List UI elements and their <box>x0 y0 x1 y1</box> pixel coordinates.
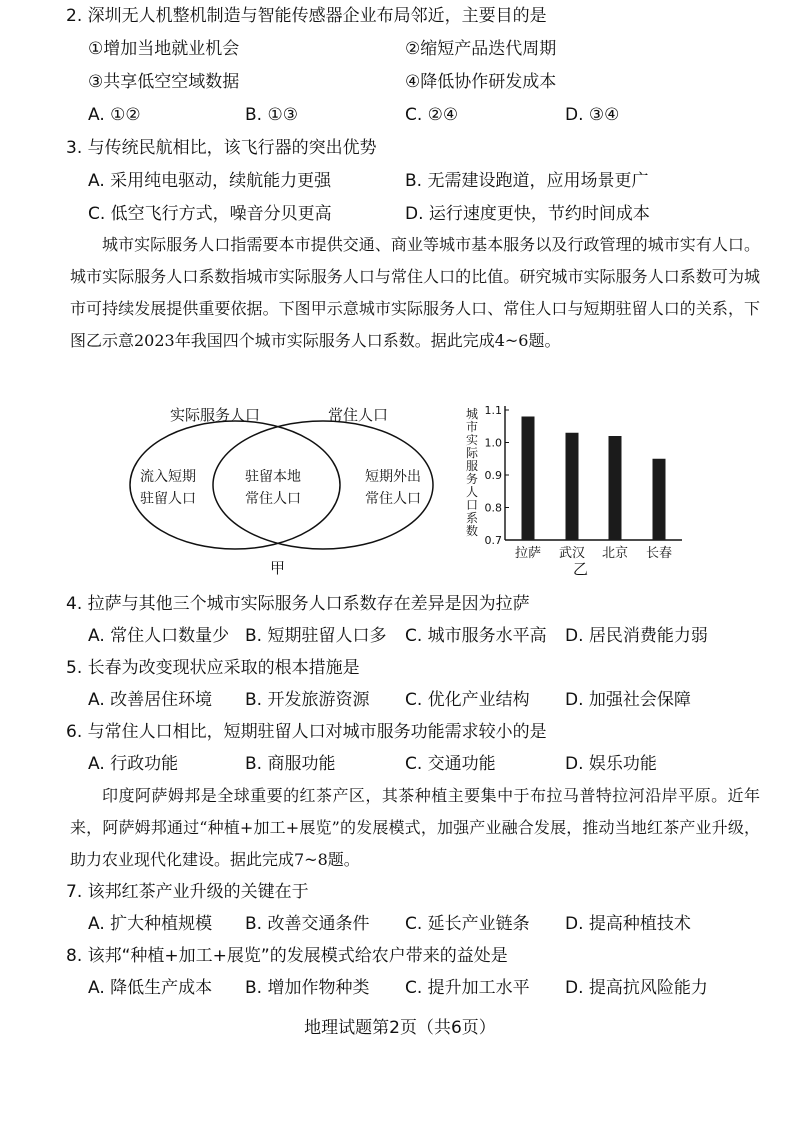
q7-option-a: A. 扩大种植规模 <box>88 914 213 934</box>
venn-diagram <box>120 395 450 580</box>
venn-right-line2: 常住人口 <box>365 491 421 507</box>
q8-option-a: A. 降低生产成本 <box>88 978 213 998</box>
chart-y-label-char: 实 <box>466 433 479 447</box>
q6-option-d: D. 娱乐功能 <box>565 754 657 774</box>
chart-x-tick-label: 拉萨 <box>514 546 542 561</box>
q4-option-a: A. 常住人口数量少 <box>88 626 230 646</box>
chart-y-label-char: 务 <box>466 472 479 486</box>
chart-caption: 乙 <box>573 560 589 578</box>
question-3-stem: 3. 与传统民航相比，该飞行器的突出优势 <box>66 138 377 158</box>
q3-option-a: A. 采用纯电驱动，续航能力更强 <box>88 171 332 191</box>
venn-left-line2: 驻留人口 <box>140 491 196 507</box>
chart-y-tick-label: 0.7 <box>484 534 502 547</box>
q4-option-c: C. 城市服务水平高 <box>405 626 547 646</box>
q2-item-4: ④降低协作研发成本 <box>405 72 557 92</box>
chart-y-label-char: 人 <box>466 485 479 499</box>
question-8-stem: 8. 该邦“种植+加工+展览”的发展模式给农户带来的益处是 <box>66 946 508 966</box>
chart-y-tick-label: 0.9 <box>484 469 502 482</box>
q2-option-a: A. ①② <box>88 105 141 125</box>
chart-bar <box>522 417 535 541</box>
q2-item-1: ①增加当地就业机会 <box>88 39 240 59</box>
venn-label-resident: 常住人口 <box>328 406 389 424</box>
q6-option-b: B. 商服功能 <box>245 754 336 774</box>
passage-urban-population: 城市实际服务人口指需要本市提供交通、商业等城市基本服务以及行政管理的城市实有人口。城市实际服务人口系数指城市实际服务人口与常住人口的比值。研究城市实际服务人口系数可为城市可持续发展提供重要依据。下图甲示意城市实际服务人口、常住人口与短期驻留人口的关系，下图乙示意2023年我国四个城市实际服务人口系数。据此完成4~6题。 <box>70 235 760 350</box>
chart-x-tick-label: 长春 <box>645 546 673 561</box>
chart-x-tick-label: 北京 <box>601 546 629 561</box>
chart-y-label-char: 服 <box>466 459 479 473</box>
chart-y-tick-label: 0.8 <box>484 501 502 515</box>
chart-bar <box>653 459 666 540</box>
q5-option-a: A. 改善居住环境 <box>88 690 213 710</box>
q3-option-d: D. 运行速度更快，节约时间成本 <box>405 204 650 224</box>
q8-option-c: C. 提升加工水平 <box>405 978 530 998</box>
venn-circle-resident <box>213 421 433 549</box>
q7-option-b: B. 改善交通条件 <box>245 914 370 934</box>
venn-mid-line2: 常住人口 <box>245 491 301 507</box>
q8-option-b: B. 增加作物种类 <box>245 978 370 998</box>
venn-caption: 甲 <box>270 559 286 577</box>
q6-option-a: A. 行政功能 <box>88 754 179 774</box>
chart-y-axis-label <box>466 407 479 538</box>
chart-y-label-char: 系 <box>466 511 479 525</box>
chart-y-label-char: 市 <box>466 420 479 434</box>
chart-y-label-char: 际 <box>466 446 479 460</box>
q2-option-c: C. ②④ <box>405 105 459 125</box>
question-5-stem: 5. 长春为改变现状应采取的根本措施是 <box>66 658 360 678</box>
page-footer: 地理试题第2页（共6页） <box>304 1018 496 1038</box>
q5-option-d: D. 加强社会保障 <box>565 690 691 710</box>
question-6-stem: 6. 与常住人口相比，短期驻留人口对城市服务功能需求较小的是 <box>66 722 547 742</box>
q3-option-b: B. 无需建设跑道，应用场景更广 <box>405 171 649 191</box>
q4-option-b: B. 短期驻留人口多 <box>245 626 387 646</box>
q5-option-b: B. 开发旅游资源 <box>245 690 370 710</box>
venn-circle-actual-service <box>130 421 340 549</box>
chart-y-label-char: 城 <box>466 407 479 421</box>
q7-option-c: C. 延长产业链条 <box>405 914 530 934</box>
q8-option-d: D. 提高抗风险能力 <box>565 978 708 998</box>
passage-assam-tea: 印度阿萨姆邦是全球重要的红茶产区，其茶种植主要集中于布拉马普特拉河沿岸平原。近年来，阿萨姆邦通过“种植+加工+展览”的发展模式，加强产业融合发展，推动当地红茶产业升级，助力农业现代化建设。据此完成7~8题。 <box>70 786 760 869</box>
chart-x-tick-label: 武汉 <box>558 546 586 561</box>
chart-bar <box>609 436 622 540</box>
question-4-stem: 4. 拉萨与其他三个城市实际服务人口系数存在差异是因为拉萨 <box>66 594 530 614</box>
venn-left-line1: 流入短期 <box>140 469 196 485</box>
chart-y-tick-label: 1.1 <box>484 404 502 417</box>
chart-y-label-char: 数 <box>466 524 479 538</box>
chart-bar <box>566 433 579 540</box>
venn-label-actual-service: 实际服务人口 <box>170 406 261 424</box>
question-2-stem: 2. 深圳无人机整机制造与智能传感器企业布局邻近，主要目的是 <box>66 6 547 26</box>
chart-y-tick-label: 1.0 <box>484 436 502 450</box>
q3-option-c: C. 低空飞行方式，噪音分贝更高 <box>88 204 332 224</box>
bar-chart <box>460 398 690 578</box>
q2-option-d: D. ③④ <box>565 105 620 125</box>
venn-mid-line1: 驻留本地 <box>245 469 301 485</box>
q5-option-c: C. 优化产业结构 <box>405 690 530 710</box>
q6-option-c: C. 交通功能 <box>405 754 496 774</box>
q2-item-2: ②缩短产品迭代周期 <box>405 39 557 59</box>
q4-option-d: D. 居民消费能力弱 <box>565 626 708 646</box>
q2-option-b: B. ①③ <box>245 105 298 125</box>
question-7-stem: 7. 该邦红茶产业升级的关键在于 <box>66 882 309 902</box>
venn-right-line1: 短期外出 <box>365 469 421 485</box>
q2-item-3: ③共享低空空域数据 <box>88 72 240 92</box>
q7-option-d: D. 提高种植技术 <box>565 914 691 934</box>
chart-y-label-char: 口 <box>466 498 479 512</box>
